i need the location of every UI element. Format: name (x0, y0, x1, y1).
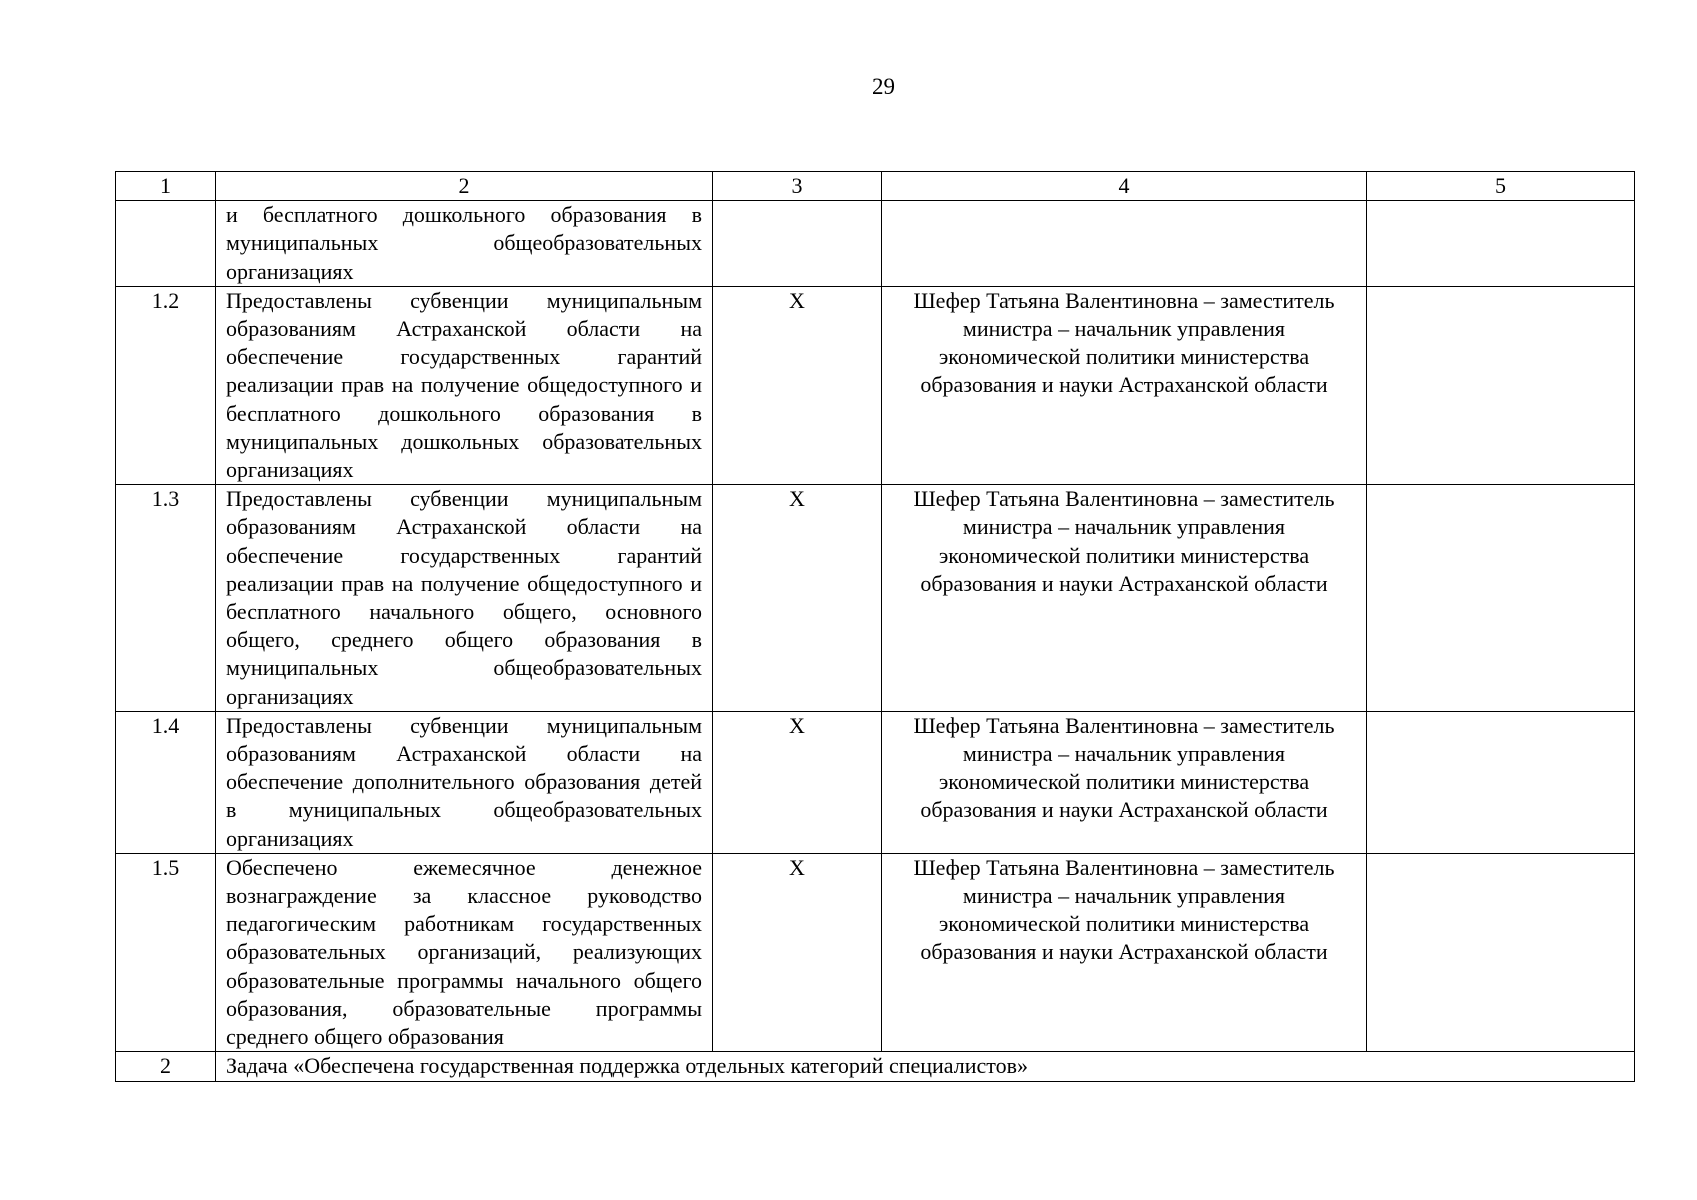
column-header-5: 5 (1367, 172, 1635, 201)
row-number: 1.2 (116, 286, 216, 484)
row-mark: X (713, 286, 882, 484)
document-table (115, 171, 1635, 1082)
row-responsible: Шефер Татьяна Валентиновна – заместитель министра – начальник управления экономической политики министерства образования и науки Астраханской области (882, 711, 1367, 853)
row-mark: X (713, 485, 882, 712)
row-responsible (882, 201, 1367, 287)
row-number: 1.5 (116, 853, 216, 1051)
row-column-5 (1367, 853, 1635, 1051)
column-header-4: 4 (882, 172, 1367, 201)
page-number: 29 (872, 74, 895, 99)
row-number: 1.3 (116, 485, 216, 712)
task-number: 2 (116, 1052, 216, 1081)
row-responsible: Шефер Татьяна Валентиновна – заместитель министра – начальник управления экономической политики министерства образования и науки Астраханской области (882, 853, 1367, 1051)
row-mark: X (713, 853, 882, 1051)
table-header-row (116, 172, 1635, 201)
table-row (116, 853, 1635, 1051)
row-description: Предоставлены субвенции муниципальным образованиям Астраханской области на обеспечение дополнительного образования детей в муниципальных общеобразовательных организациях (216, 711, 713, 853)
table-row (116, 485, 1635, 712)
row-description: Обеспечено ежемесячное денежное вознаграждение за классное руководство педагогическим работникам государственных образовательных организаций, реализующих образовательные программы начального общего образования, образовательные программы среднего общего образования (216, 853, 713, 1051)
table-row (116, 286, 1635, 484)
row-description: Предоставлены субвенции муниципальным образованиям Астраханской области на обеспечение государственных гарантий реализации прав на получение общедоступного и бесплатного начального общего, основного общего, среднего общего образования в муниципальных общеобразовательных организациях (216, 485, 713, 712)
table-row (116, 201, 1635, 287)
row-column-5 (1367, 485, 1635, 712)
row-column-5 (1367, 286, 1635, 484)
table-row (116, 711, 1635, 853)
column-header-3: 3 (713, 172, 882, 201)
task-description: Задача «Обеспечена государственная поддержка отдельных категорий специалистов» (216, 1052, 1635, 1081)
row-number: 1.4 (116, 711, 216, 853)
task-row (116, 1052, 1635, 1081)
row-mark (713, 201, 882, 287)
column-header-2: 2 (216, 172, 713, 201)
row-number (116, 201, 216, 287)
row-column-5 (1367, 201, 1635, 287)
row-description: и бесплатного дошкольного образования в муниципальных общеобразовательных организациях (216, 201, 713, 287)
row-responsible: Шефер Татьяна Валентиновна – заместитель министра – начальник управления экономической политики министерства образования и науки Астраханской области (882, 286, 1367, 484)
row-description: Предоставлены субвенции муниципальным образованиям Астраханской области на обеспечение государственных гарантий реализации прав на получение общедоступного и бесплатного дошкольного образования в муниципальных дошкольных образовательных организациях (216, 286, 713, 484)
row-column-5 (1367, 711, 1635, 853)
row-responsible: Шефер Татьяна Валентиновна – заместитель министра – начальник управления экономической политики министерства образования и науки Астраханской области (882, 485, 1367, 712)
row-mark: X (713, 711, 882, 853)
column-header-1: 1 (116, 172, 216, 201)
